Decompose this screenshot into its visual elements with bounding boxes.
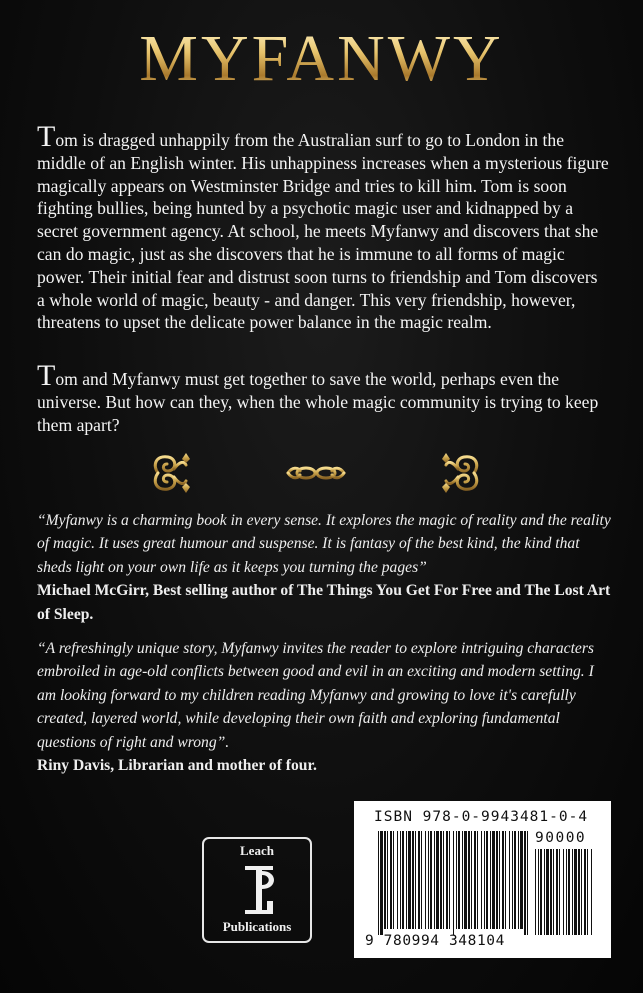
barcode-bar (535, 849, 536, 935)
barcode-bar (400, 831, 401, 929)
book-title: MYFANWY (0, 26, 643, 92)
barcode-bar (484, 831, 485, 929)
barcode-bar (566, 849, 567, 935)
barcode-bar (402, 831, 404, 929)
barcode-bar (406, 831, 407, 929)
barcode-bar (384, 831, 386, 929)
barcode-bar (412, 831, 414, 929)
barcode-bar (440, 831, 442, 929)
addon-barcode-bars (535, 849, 595, 935)
publisher-name-top: Leach (240, 843, 274, 858)
barcode-bar (584, 849, 586, 935)
quote-text: “Myfanwy is a charming book in every sense. It explores the magic of reality and the reality of magic. It uses great humour and suspense. It is fantasy of the best kind, the kind that sheds light on your own life as it keeps you turning the pages” (37, 512, 611, 576)
barcode-bar (518, 831, 519, 929)
barcode-bar (477, 831, 478, 929)
barcode-bar (563, 849, 564, 935)
barcode-bar (397, 831, 398, 929)
barcode-bar (524, 831, 526, 935)
barcode-bar (415, 831, 416, 929)
barcode-bar (527, 831, 528, 935)
barcode-bar (559, 849, 560, 935)
barcode-bar (453, 831, 454, 935)
barcode-bar (492, 831, 495, 929)
barcode-bar (509, 831, 510, 929)
barcode-bar (380, 831, 383, 935)
isbn-barcode (354, 801, 611, 958)
barcode-bar (428, 831, 429, 929)
barcode-bar (481, 831, 482, 929)
barcode-bar (514, 831, 516, 929)
drop-cap: T (37, 120, 56, 153)
barcode-bar (446, 831, 448, 929)
isbn-label: ISBN 978-0-9943481-0-4 (374, 809, 589, 825)
price-addon-number: 90000 (535, 830, 587, 846)
barcode-bar (458, 831, 460, 929)
barcode-bar (540, 849, 542, 935)
barcode-bar (496, 831, 498, 929)
publisher-name-bottom: Publications (222, 919, 292, 934)
barcode-bar (572, 849, 573, 935)
barcode-bar (378, 831, 379, 935)
barcode-bar (550, 849, 552, 935)
barcode-bar (443, 831, 444, 929)
barcode-bar (538, 849, 539, 935)
ean-number: 9 780994 348104 (365, 933, 505, 949)
barcode-bar (456, 831, 457, 929)
barcode-bar (468, 831, 470, 929)
review-quote-1 (37, 509, 612, 626)
barcode-bar (425, 831, 426, 929)
quote-text: “A refreshingly unique story, Myfanwy invites the reader to explore intriguing characters embroiled in age-old conflicts between good and evil in an exciting and modern setting. I am looking forward to my children reading Myfanwy and growing to love it's carefully created, layered world, while developing their own faith and exploring fundamental questions of right and wrong”. (37, 640, 594, 751)
barcode-bar (436, 831, 439, 929)
barcode-bar (387, 831, 388, 929)
barcode-bar (462, 831, 463, 929)
quote-attribution: Michael McGirr, Best selling author of The Things You Get For Free and The Lost Art of Sleep. (37, 582, 611, 623)
barcode-bar (434, 831, 435, 929)
blurb-text: om and Myfanwy must get together to save the world, perhaps even the universe. But how can they, when the whole magic community is trying to keep them apart? (37, 369, 599, 435)
barcode-bar (556, 849, 558, 935)
barcode-bar (505, 831, 506, 929)
ornamental-divider-icon (146, 449, 486, 499)
ean-barcode-bars (378, 831, 528, 935)
barcode-bar (581, 849, 582, 935)
blurb-paragraph-1 (37, 120, 609, 334)
barcode-bar (587, 849, 588, 935)
barcode-bar (449, 831, 450, 929)
barcode-bar (502, 831, 504, 929)
pl-monogram-icon (240, 863, 278, 919)
publisher-logo (202, 837, 312, 943)
review-quote-2 (37, 637, 612, 777)
quote-attribution: Riny Davis, Librarian and mother of four. (37, 757, 317, 775)
barcode-bar (578, 849, 580, 935)
barcode-bar (499, 831, 500, 929)
barcode-bar (390, 831, 392, 929)
barcode-bar (553, 849, 554, 935)
blurb-paragraph-2 (37, 359, 609, 436)
barcode-bar (464, 831, 467, 929)
barcode-bar (520, 831, 523, 929)
barcode-bar (474, 831, 476, 929)
barcode-bar (544, 849, 545, 935)
barcode-bar (546, 849, 549, 935)
barcode-bar (393, 831, 394, 929)
drop-cap: T (37, 359, 56, 392)
barcode-bar (574, 849, 577, 935)
barcode-bar (568, 849, 570, 935)
barcode-bar (512, 831, 513, 929)
blurb-text: om is dragged unhappily from the Australian surf to go to London in the middle of an English winter. His unhappiness increases when a mysterious figure magically appears on Westminster Bridge and tries to kill him. Tom is soon fighting bullies, being hunted by a psychotic magic user and kidnapped by a secret government agency. At school, he meets Myfanwy and discovers that she can do magic, just as she discovers that he is immune to all forms of magic power. Their initial fear and distrust soon turns to friendship and Tom discovers a whole world of magic, beauty - and danger. This very friendship, however, threatens to upset the delicate power balance in the magic realm. (37, 130, 609, 333)
barcode-bar (408, 831, 411, 929)
barcode-bar (591, 849, 592, 935)
barcode-bar (418, 831, 420, 929)
barcode-bar (486, 831, 488, 929)
barcode-bar (430, 831, 432, 929)
barcode-bar (421, 831, 422, 929)
barcode-bar (471, 831, 472, 929)
barcode-bar (490, 831, 491, 929)
